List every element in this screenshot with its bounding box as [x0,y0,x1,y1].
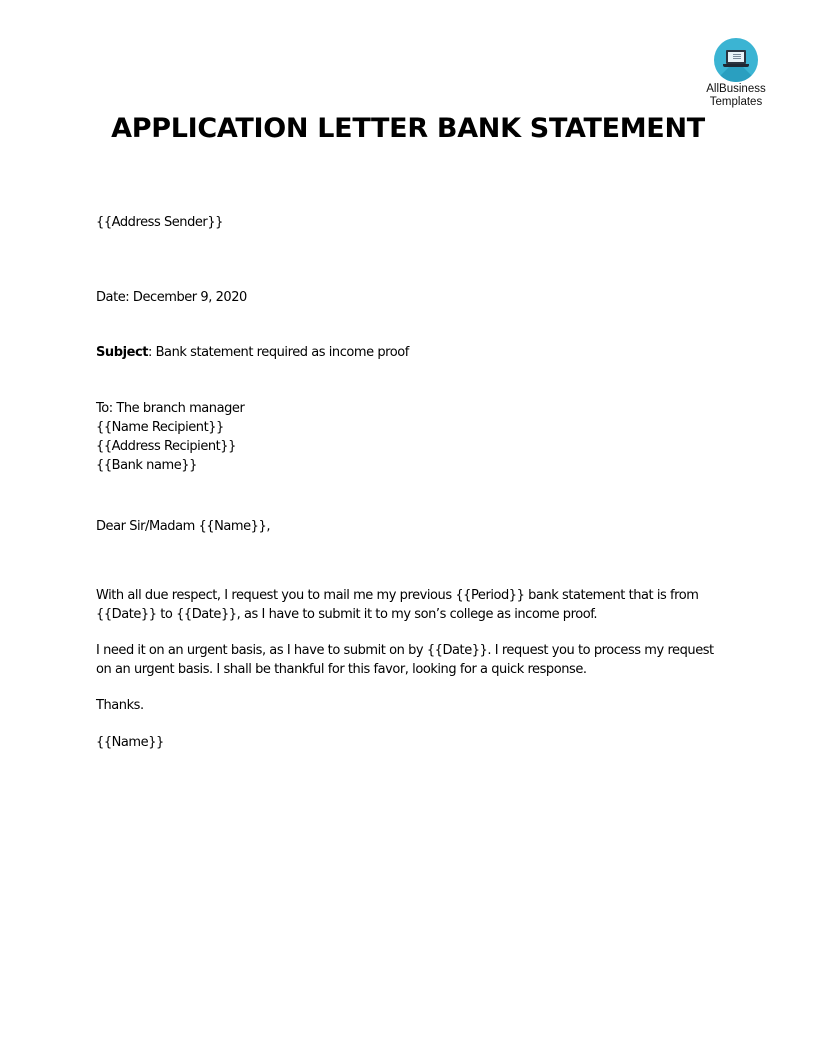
salutation: Dear Sir/Madam {{Name}}, [96,519,271,534]
subject-text: : Bank statement required as income proof [147,345,409,360]
subject-label: Subject [96,345,148,360]
body-paragraph-2: I need it on an urgent basis, as I have to submit on by {{Date}}. I request you to process my request on an urgent basis. I shall be thankful for this favor, looking for a quick response. [96,643,714,677]
recipient-bank: {{Bank name}} [96,458,197,473]
logo-line-1: AllBusiness [706,83,766,95]
sender-address: {{Address Sender}} [96,215,223,230]
laptop-icon [714,38,758,82]
recipient-name: {{Name Recipient}} [96,420,224,435]
closing: Thanks. [96,698,144,713]
signature: {{Name}} [96,735,164,750]
recipient-address: {{Address Recipient}} [96,439,236,454]
recipient-to: To: The branch manager [96,401,245,416]
subject-line [96,343,409,362]
logo-text [698,83,774,109]
letter-date: Date: December 9, 2020 [96,290,247,305]
body-paragraph-1: With all due respect, I request you to mail me my previous {{Period}} bank statement that is from {{Date}} to {{Date}}, as I have to submit it to my son’s college as income proof. [96,588,699,622]
logo-line-2: Templates [709,96,763,108]
document-title: APPLICATION LETTER BANK STATEMENT [111,113,705,144]
allbusiness-templates-logo [698,38,774,109]
